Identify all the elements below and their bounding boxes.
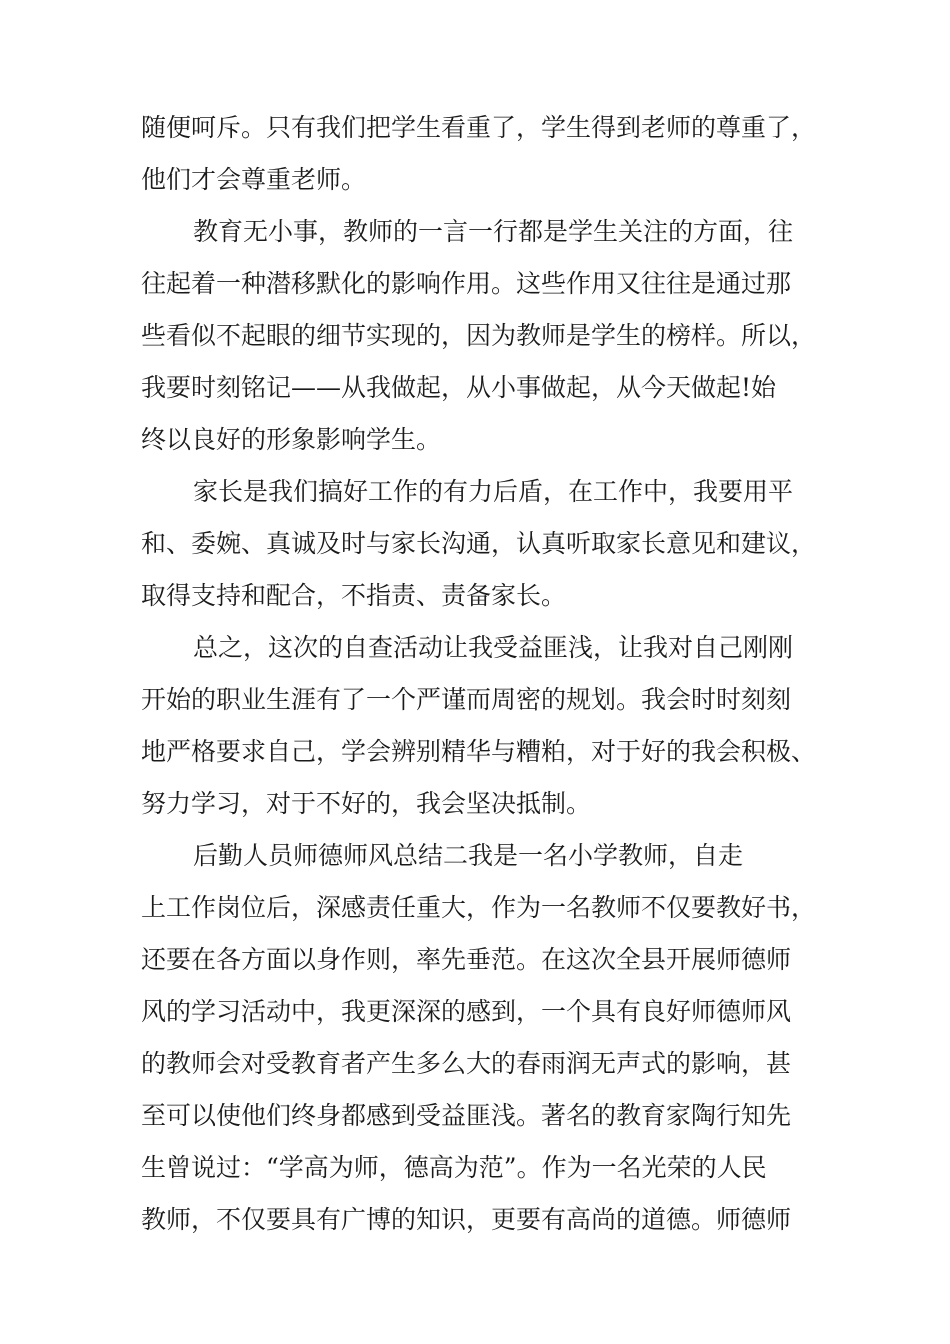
text-line: 风的学习活动中，我更深深的感到，一个具有良好师德师风	[141, 997, 792, 1026]
text-line: 上工作岗位后，深感责任重大，作为一名教师不仅要教好书，	[141, 893, 817, 922]
text-line: 的教师会对受教育者产生多么大的春雨润无声式的影响，甚	[141, 1049, 792, 1078]
text-line: 至可以使他们终身都感到受益匪浅。著名的教育家陶行知先	[141, 1101, 792, 1130]
paragraph-start-line: 后勤人员师德师风总结二我是一名小学教师，自走	[193, 841, 744, 870]
text-line: 取得支持和配合，不指责、责备家长。	[141, 581, 567, 610]
paragraph-start-line: 家长是我们搞好工作的有力后盾，在工作中，我要用平	[193, 477, 794, 506]
text-line: 教师，不仅要具有广博的知识，更要有高尚的道德。师德师	[141, 1205, 792, 1234]
text-line: 开始的职业生涯有了一个严谨而周密的规划。我会时时刻刻	[141, 685, 792, 714]
text-line: 生曾说过：“学高为师，德高为范”。作为一名光荣的人民	[141, 1153, 767, 1182]
paragraph-start-line: 总之，这次的自查活动让我受益匪浅，让我对自己刚刚	[193, 633, 794, 662]
text-line: 地严格要求自己，学会辨别精华与糟粕，对于好的我会积极、	[141, 737, 817, 766]
text-line: 还要在各方面以身作则，率先垂范。在这次全县开展师德师	[141, 945, 792, 974]
text-line: 和、委婉、真诚及时与家长沟通，认真听取家长意见和建议，	[141, 529, 817, 558]
paragraph-start-line: 教育无小事，教师的一言一行都是学生关注的方面，往	[193, 217, 794, 246]
text-line: 随便呵斥。只有我们把学生看重了，学生得到老师的尊重了，	[141, 113, 817, 142]
document-body	[141, 102, 821, 1246]
text-line: 他们才会尊重老师。	[141, 165, 367, 194]
text-line: 往起着一种潜移默化的影响作用。这些作用又往往是通过那	[141, 269, 792, 298]
text-line: 终以良好的形象影响学生。	[141, 425, 442, 454]
text-line: 些看似不起眼的细节实现的，因为教师是学生的榜样。所以，	[141, 321, 817, 350]
text-line: 我要时刻铭记——从我做起，从小事做起，从今天做起!始	[141, 373, 777, 402]
text-line: 努力学习，对于不好的，我会坚决抵制。	[141, 789, 592, 818]
